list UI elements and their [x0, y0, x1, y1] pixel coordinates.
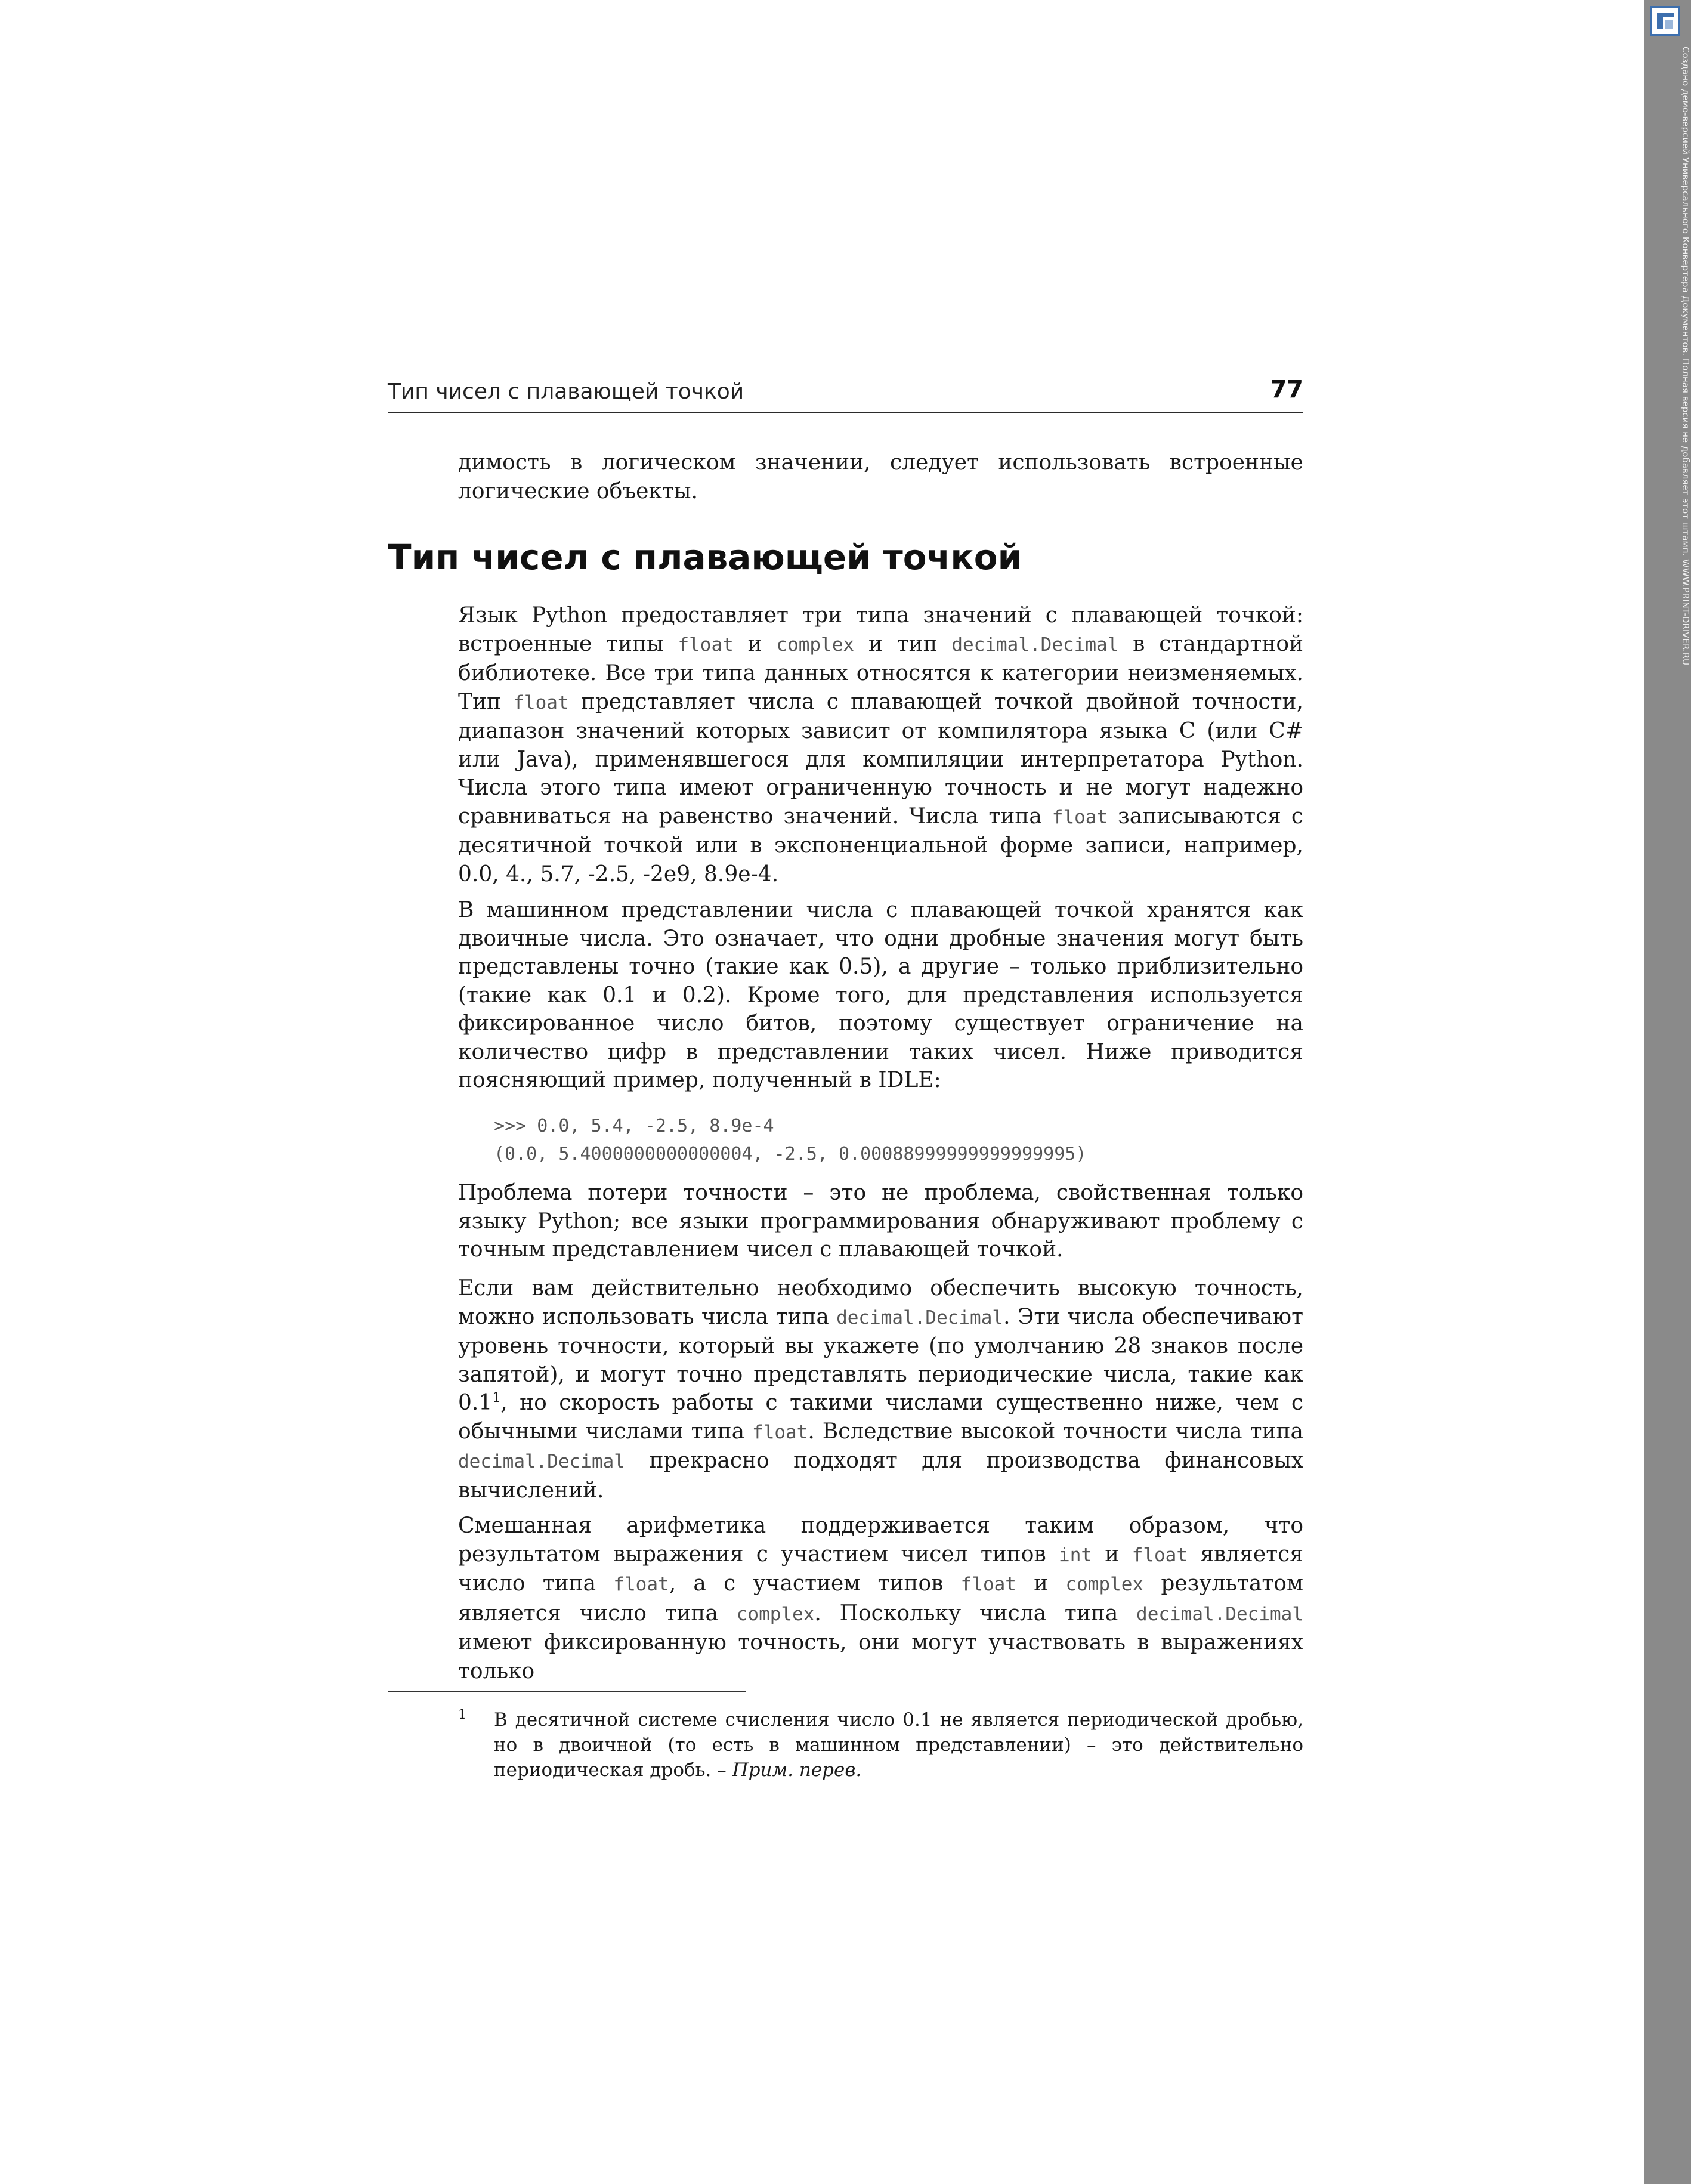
footnote-marker: 1: [458, 1707, 466, 1722]
code-float: float: [1132, 1544, 1188, 1566]
code-float: float: [613, 1574, 669, 1595]
paragraph-binary-representation: В машинном представлении числа с плавающей точкой хранятся как двоичные числа. Это означает, что одни дробные значения могут быть представлены точно (такие как 0.5), а другие – только приблизительно (такие как 0.1 и 0.2). Кроме того, для представления используется фиксированное число битов, поэтому существует ограничение на количество цифр в представлении таких чисел. Ниже приводится поясняющий пример, полученный в IDLE:: [458, 898, 1303, 1092]
code-example: [494, 1112, 1086, 1168]
section-heading: Тип чисел с плавающей точкой: [388, 537, 1022, 577]
code-decimal: decimal.Decimal: [951, 634, 1119, 656]
paragraph-precision-problem: Проблема потери точности – это не проблема, свойственная только языку Python; все языки программирования обнаруживают проблему с точным представлением чисел с плавающей точкой.: [458, 1181, 1303, 1262]
watermark-text: Создано демо-версией Универсального Конвертера Документов. Полная версия не добавляет этот штамп. WWW.PRINT-DRIVER.RU: [1680, 47, 1691, 666]
running-title: Тип чисел с плавающей точкой: [388, 379, 744, 404]
footnote-reference: 1: [492, 1391, 501, 1405]
code-line: >>> 0.0, 5.4, -2.5, 8.9e-4: [494, 1116, 774, 1136]
code-float: float: [678, 634, 734, 656]
footnote-text: В десятичной системе счисления число 0.1 не является периодической дробью, но в двоичной (то есть в машинном представлении) – это действительно периодическая дробь. – Прим. перев.: [494, 1709, 1303, 1781]
translator-note: Прим. перев.: [732, 1759, 862, 1781]
page-number: 77: [1270, 376, 1303, 403]
converter-logo-icon: [1650, 6, 1680, 36]
code-decimal: decimal.Decimal: [1136, 1603, 1303, 1625]
code-complex: complex: [736, 1603, 815, 1625]
footnote-divider: [388, 1691, 746, 1692]
code-complex: complex: [1065, 1574, 1144, 1595]
running-head: [388, 376, 1303, 413]
code-complex: complex: [776, 634, 855, 656]
code-float: float: [960, 1574, 1016, 1595]
code-decimal: decimal.Decimal: [458, 1451, 625, 1472]
code-int: int: [1059, 1544, 1093, 1566]
code-float: float: [752, 1421, 808, 1443]
paragraph-mixed-arithmetic: Смешанная арифметика поддерживается таким образом, что результатом выражения с участием чисел типов int и float является число типа float, а с участием типов float и complex результатом является число типа complex. Поскольку числа типа decimal.Decimal имеют фиксированную точность, они могут участвовать в выражениях только: [458, 1513, 1303, 1683]
paragraph-float-types: Язык Python предоставляет три типа значений с плавающей точкой: встроенные типы float и complex и тип decimal.Decimal в стандартной библиотеке. Все три типа данных относятся к категории неизменяемых. Тип float представляет числа с плавающей точкой двойной точности, диапазон значений которых зависит от компилятора языка C (или C# или Java), применявшегося для компиляции интерпретатора Python. Числа этого типа имеют ограниченную точность и не могут надежно сравниваться на равенство значений. Числа типа float записываются с десятичной точкой или в экспоненциальной форме записи, например, 0.0, 4., 5.7, -2.5, -2e9, 8.9e-4.: [458, 603, 1304, 886]
paragraph-decimal: Если вам действительно необходимо обеспечить высокую точность, можно использовать числа типа decimal.Decimal. Эти числа обеспечивают уровень точности, который вы укажете (по умолчанию 28 знаков после запятой), и могут точно представлять периодические числа, такие как $0.1^1$, но скорость работы с такими числами существенно ниже, чем с обычными числами типа float. Вследствие высокой точности числа типа decimal.Decimal прекрасно подходят для производства финансовых вычислений.: [458, 1276, 1303, 1503]
code-float: float: [513, 691, 569, 713]
code-decimal: decimal.Decimal: [836, 1306, 1004, 1329]
code-line: (0.0, 5.4000000000000004, -2.5, 0.00088999999999999995): [494, 1144, 1087, 1164]
intro-paragraph: димость в логическом значении, следует использовать встроенные логические объекты.: [458, 450, 1303, 503]
code-float: float: [1052, 806, 1108, 828]
